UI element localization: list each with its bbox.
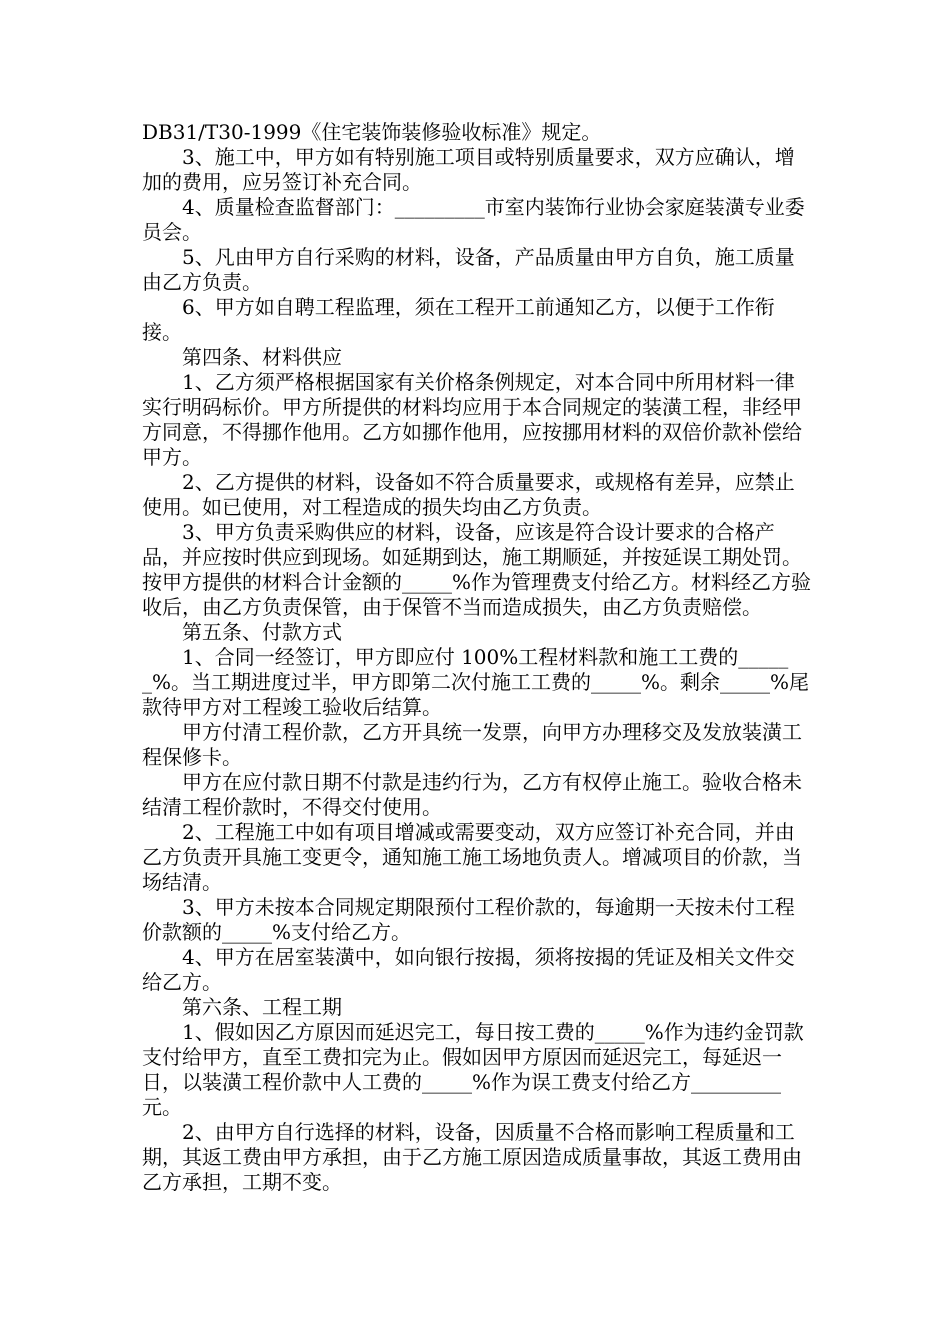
paragraph: 2、乙方提供的材料，设备如不符合质量要求，或规格有差异，应禁止使用。如已使用，对工程造成的损失均由乙方负责。	[142, 470, 795, 519]
section-heading: 第四条、材料供应	[182, 345, 342, 369]
section-heading: 第六条、工程工期	[182, 995, 342, 1019]
paragraph: 1、合同一经签订，甲方即应付 100%工程材料款和施工工费的______%。当工期进度过半，甲方即第二次付施工工费的_____%。剩余_____%尾款待甲方对工程竣工验收后结算。	[142, 645, 810, 719]
paragraph: 4、质量检查监督部门：_________市室内装饰行业协会家庭装潢专业委员会。	[142, 195, 805, 244]
paragraph: 1、乙方须严格根据国家有关价格条例规定，对本合同中所用材料一律实行明码标价。甲方所提供的材料均应用于本合同规定的装潢工程，非经甲方同意，不得挪作他用。乙方如挪作他用，应按挪用材料的双倍价款补偿给甲方。	[142, 370, 802, 469]
paragraph: 5、凡由甲方自行采购的材料，设备，产品质量由甲方自负，施工质量由乙方负责。	[142, 245, 795, 294]
document-body	[142, 120, 812, 1195]
paragraph: DB31/T30-1999《住宅装饰装修验收标准》规定。	[142, 120, 602, 144]
paragraph: 1、假如因乙方原因而延迟完工，每日按工费的_____%作为违约金罚款支付给甲方，直至工费扣完为止。假如因甲方原因而延迟完工，每延迟一日，以装潢工程价款中人工费的_____%作为误工费支付给乙方_________元。	[142, 1020, 804, 1119]
paragraph: 2、工程施工中如有项目增减或需要变动，双方应签订补充合同，并由乙方负责开具施工变更令，通知施工施工场地负责人。增减项目的价款，当场结清。	[142, 820, 802, 894]
paragraph: 2、由甲方自行选择的材料，设备，因质量不合格而影响工程质量和工期，其返工费由甲方承担，由于乙方施工原因造成质量事故，其返工费用由乙方承担，工期不变。	[142, 1120, 802, 1194]
paragraph: 甲方在应付款日期不付款是违约行为，乙方有权停止施工。验收合格未结清工程价款时，不得交付使用。	[142, 770, 802, 819]
paragraph: 3、甲方未按本合同规定期限预付工程价款的，每逾期一天按未付工程价款额的_____%支付给乙方。	[142, 895, 795, 944]
paragraph: 3、施工中，甲方如有特别施工项目或特别质量要求，双方应确认，增加的费用，应另签订补充合同。	[142, 145, 795, 194]
section-heading: 第五条、付款方式	[182, 620, 342, 644]
paragraph: 3、甲方负责采购供应的材料，设备，应该是符合设计要求的合格产品，并应按时供应到现场。如延期到达，施工期顺延，并按延误工期处罚。按甲方提供的材料合计金额的_____%作为管理费支付给乙方。材料经乙方验收后，由乙方负责保管，由于保管不当而造成损失，由乙方负责赔偿。	[142, 520, 812, 619]
paragraph: 甲方付清工程价款，乙方开具统一发票，向甲方办理移交及发放装潢工程保修卡。	[142, 720, 802, 769]
paragraph: 4、甲方在居室装潢中，如向银行按揭，须将按揭的凭证及相关文件交给乙方。	[142, 945, 795, 994]
paragraph: 6、甲方如自聘工程监理，须在工程开工前通知乙方，以便于工作衔接。	[142, 295, 775, 344]
